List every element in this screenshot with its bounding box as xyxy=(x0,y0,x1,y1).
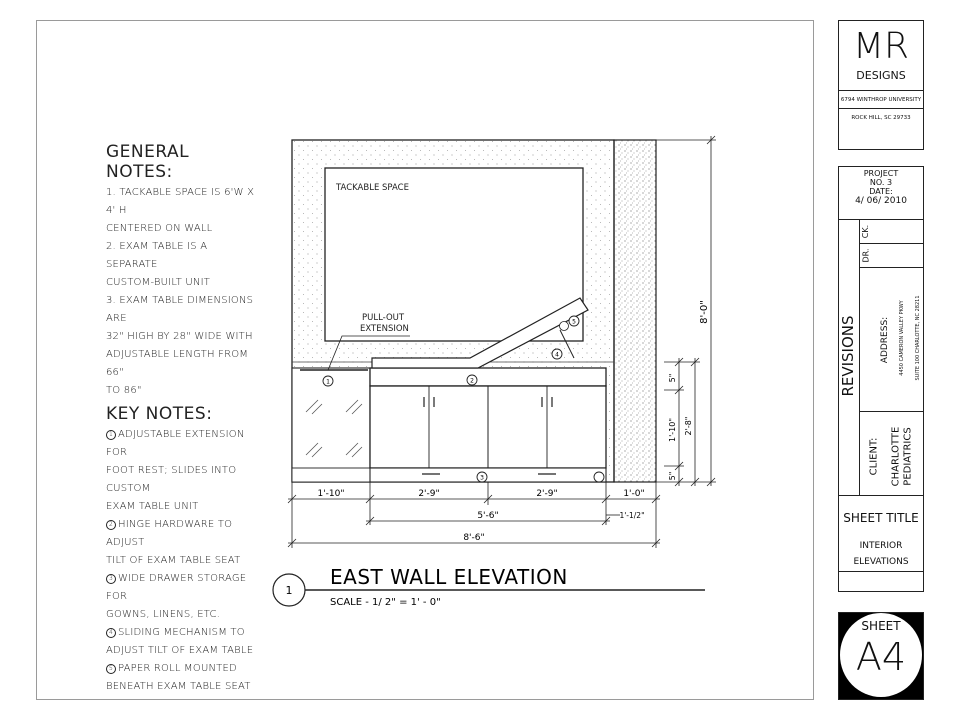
pullout-label-1: PULL-OUT xyxy=(362,313,405,323)
key-note-text: BENEATH EXAM TABLE SEAT xyxy=(106,681,251,692)
client-address-1: 4450 CAMERON VALLEY PKWY xyxy=(899,300,905,376)
height-a: 5" xyxy=(668,373,677,383)
key-note-text: SLIDING MECHANISM TO xyxy=(118,627,245,638)
key-note-text: HINGE HARDWARE TO ADJUST xyxy=(106,519,233,548)
general-note-line: CUSTOM-BUILT UNIT xyxy=(106,277,211,288)
dim-6: 1'-1/2" xyxy=(619,511,645,520)
project-date: 4/ 06/ 2010 xyxy=(855,196,907,206)
height-b: 1'-10" xyxy=(668,417,677,443)
firm-address-2: ROCK HILL, SC 29733 xyxy=(851,115,911,121)
date-label: DATE: xyxy=(869,187,893,196)
ck-label: CK. xyxy=(861,224,871,239)
view-title: EAST WALL ELEVATION xyxy=(330,565,568,589)
revisions-label: REVISIONS xyxy=(839,315,857,397)
tackable-label: TACKABLE SPACE xyxy=(336,183,409,193)
key-note-text: GOWNS, LINENS, ETC. xyxy=(106,609,221,620)
side-column xyxy=(614,140,656,482)
sheet-title-1: INTERIOR xyxy=(859,541,903,551)
general-note-line: 1. TACKABLE SPACE IS 6'W X 4' H xyxy=(106,187,255,216)
key-marker xyxy=(569,316,579,326)
key-marker-label: 5 xyxy=(572,318,576,326)
height-d: 5" xyxy=(668,471,677,481)
title-block-project xyxy=(838,166,924,592)
marker-extra xyxy=(560,322,569,331)
key-marker-label: 1 xyxy=(326,378,330,386)
dim-7: 8'-6" xyxy=(463,533,485,543)
marker-extra xyxy=(594,472,604,482)
client-address-2: SUITE 100 CHARLOTTE, NC 28211 xyxy=(915,295,921,381)
height-c: 2'-8" xyxy=(684,416,693,436)
general-note-line: CENTERED ON WALL xyxy=(106,223,213,234)
logo-sub: DESIGNS xyxy=(856,69,906,82)
key-marker xyxy=(323,376,333,386)
key-note-text: ADJUST TILT OF EXAM TABLE xyxy=(106,645,254,656)
dim-5: 5'-6" xyxy=(477,511,499,521)
cabinet-base xyxy=(292,468,370,482)
key-marker xyxy=(552,349,562,359)
height-total: 8'-0" xyxy=(699,300,710,324)
key-note-number: 4 xyxy=(106,628,116,638)
key-marker-label: 2 xyxy=(470,377,474,385)
sheet-title-2: ELEVATIONS xyxy=(853,557,909,567)
firm-address-1: 6794 WINTHROP UNIVERSITY xyxy=(840,97,922,103)
key-marker-label: 4 xyxy=(555,351,559,359)
general-note-line: ADJUSTABLE LENGTH FROM 66" xyxy=(106,349,249,378)
view-scale: SCALE - 1/ 2" = 1' - 0" xyxy=(330,597,441,608)
sheet-label: SHEET xyxy=(861,619,901,633)
project-number: NO. 3 xyxy=(869,178,893,187)
key-note-number: 3 xyxy=(106,574,116,584)
dim-1: 1'-10" xyxy=(317,489,345,499)
general-note-line: TO 86" xyxy=(106,385,142,396)
dr-label: DR. xyxy=(861,248,871,263)
key-note-text: FOOT REST; SLIDES INTO CUSTOM xyxy=(106,465,237,494)
pullout-label-2: EXTENSION xyxy=(360,324,409,334)
address-label: ADDRESS: xyxy=(880,316,890,364)
client-name-2: PEDIATRICS xyxy=(902,427,914,486)
general-note-line: 2. EXAM TABLE IS A SEPARATE xyxy=(106,241,208,270)
key-marker-label: 3 xyxy=(480,474,484,482)
key-note-number: 1 xyxy=(106,430,116,440)
dim-3: 2'-9" xyxy=(536,489,558,499)
client-name-1: CHARLOTTE xyxy=(890,426,902,487)
sheet-number: A4 xyxy=(855,635,907,679)
title-block-logo xyxy=(838,20,924,150)
client-label: CLIENT: xyxy=(868,437,880,476)
general-note-line: 32" HIGH BY 28" WIDE WITH xyxy=(106,331,253,342)
dim-4: 1'-0" xyxy=(623,489,645,499)
key-note-text: PAPER ROLL MOUNTED xyxy=(118,663,237,674)
exam-table-top xyxy=(370,368,606,386)
logo-main: MR xyxy=(852,26,910,67)
title-block-sheet xyxy=(838,612,924,700)
drawer-base xyxy=(370,468,606,482)
general-note-line: 3. EXAM TABLE DIMENSIONS ARE xyxy=(106,295,254,324)
key-note-text: TILT OF EXAM TABLE SEAT xyxy=(106,555,241,566)
key-marker xyxy=(477,472,487,482)
dim-2: 2'-9" xyxy=(418,489,440,499)
key-note-text: EXAM TABLE UNIT xyxy=(106,501,199,512)
key-note-number: 2 xyxy=(106,520,116,530)
key-marker xyxy=(467,375,477,385)
project-label: PROJECT xyxy=(863,169,899,178)
general-notes-title: GENERAL NOTES: xyxy=(106,142,190,182)
key-note-text: ADJUSTABLE EXTENSION FOR xyxy=(106,429,245,458)
key-note-text: WIDE DRAWER STORAGE FOR xyxy=(106,573,247,602)
key-note-number: 5 xyxy=(106,664,116,674)
key-notes-title: KEY NOTES: xyxy=(106,404,213,424)
sheet-title-label: SHEET TITLE xyxy=(843,511,919,525)
view-number: 1 xyxy=(285,584,293,597)
